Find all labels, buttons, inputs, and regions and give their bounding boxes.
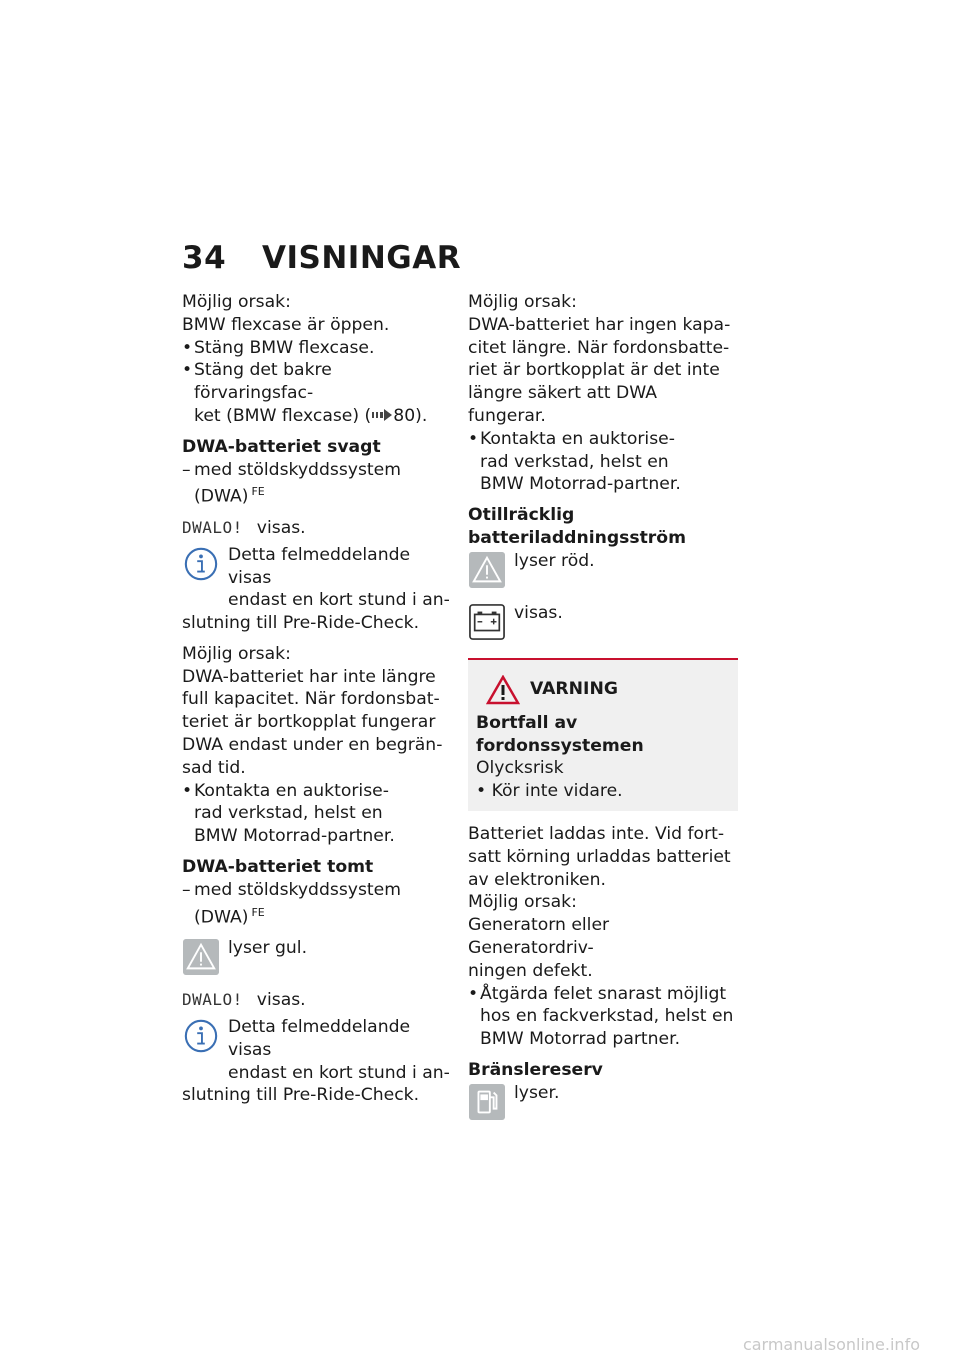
condition-line — [182, 481, 452, 509]
info-icon — [182, 1018, 220, 1054]
info-text: Detta felmeddelande visas — [228, 1016, 411, 1060]
cause-text: sad tid. — [182, 757, 246, 778]
indicator-row — [468, 550, 738, 594]
warning-risk: Olycksrisk — [476, 758, 564, 779]
page-title: VISNINGAR — [262, 240, 462, 276]
cause-text: citet längre. När fordonsbatte- — [468, 337, 730, 358]
list-item: • Kontakta en auktorise- — [182, 780, 452, 803]
list-item-cont: hos en fackverkstad, helst en — [480, 1006, 734, 1027]
list-item — [182, 359, 452, 405]
cause-text: DWA-batteriet har inte längre — [182, 666, 436, 687]
condition-text: (DWA) — [194, 487, 249, 508]
cause-label: Möjlig orsak: — [468, 892, 577, 913]
body-text: Batteriet laddas inte. Vid fort- — [468, 823, 725, 844]
warning-triangle-icon — [468, 552, 506, 588]
list-item-cont: rad verkstad, helst en — [480, 451, 669, 472]
display-message-line — [182, 517, 452, 540]
info-text: slutning till Pre-Ride-Check. — [182, 1085, 420, 1106]
condition-line — [182, 902, 452, 930]
info-text: endast en kort stund i an- — [228, 590, 450, 611]
info-icon — [182, 546, 220, 582]
warning-box — [468, 658, 738, 811]
indicator-row — [468, 1082, 738, 1126]
indicator-text: visas. — [514, 602, 563, 623]
section-heading: DWA-batteriet tomt — [182, 857, 374, 878]
warning-heading: Bortfall av fordonssystemen — [476, 712, 644, 756]
list-item-cont — [182, 405, 452, 428]
page-number: 34 — [182, 240, 227, 276]
fe-superscript: FE — [251, 485, 265, 499]
section-heading: Bränslereserv — [468, 1059, 603, 1080]
warning-action: • Kör inte vidare. — [476, 781, 623, 802]
list-item: • Stäng BMW flexcase. — [182, 337, 452, 360]
indicator-row — [468, 602, 738, 646]
list-item: • Åtgärda felet snarast möjligt — [468, 983, 738, 1006]
cause-text: Generatorn eller Generatordriv- — [468, 915, 610, 958]
body-text: satt körning urladdas batteriet — [468, 846, 731, 867]
info-text: Detta felmeddelande visas — [228, 544, 411, 588]
page-reference[interactable]: 80). — [393, 405, 428, 426]
indicator-text: lyser röd. — [514, 550, 595, 571]
body-text: av elektroniken. — [468, 869, 606, 890]
list-item: • Kontakta en auktorise- — [468, 428, 738, 451]
list-item-cont: BMW Motorrad-partner. — [480, 474, 681, 495]
cause-text: DWA-batteriet har ingen kapa- — [468, 314, 731, 335]
section-heading: DWA-batteriet svagt — [182, 436, 381, 457]
cause-label: Möjlig orsak: — [182, 292, 291, 312]
info-note — [182, 544, 452, 612]
cause-text: teriet är bortkopplat fungerar — [182, 712, 436, 733]
fe-superscript: FE — [251, 905, 265, 919]
list-item-cont: BMW Motorrad partner. — [480, 1029, 681, 1050]
fuel-pump-icon — [468, 1084, 506, 1120]
display-code: DWALO! — [182, 517, 243, 537]
list-item-text: ket (BMW flexcase) ( — [194, 405, 372, 426]
display-message-line — [182, 989, 452, 1012]
battery-icon — [468, 604, 506, 640]
condition-line: – med stöldskyddssystem — [182, 879, 452, 902]
page-header — [182, 240, 461, 276]
watermark: carmanualsonline.info — [742, 1335, 920, 1354]
condition-text: (DWA) — [194, 907, 249, 928]
cause-text: riet är bortkopplat är det inte — [468, 360, 720, 381]
cause-text: ningen defekt. — [468, 960, 593, 981]
cause-text: DWA endast under en begrän- — [182, 735, 443, 756]
warning-triangle-icon — [182, 939, 220, 975]
section-heading: batteriladdningsström — [468, 527, 686, 548]
indicator-text: lyser gul. — [228, 938, 308, 959]
cause-text: längre säkert att DWA fungerar. — [468, 383, 658, 426]
right-column — [468, 291, 738, 1126]
section-heading: Otillräcklig — [468, 505, 575, 526]
condition-line: – med stöldskyddssystem — [182, 459, 452, 482]
list-item-cont: BMW Motorrad-partner. — [194, 826, 395, 847]
list-item-cont: rad verkstad, helst en — [194, 803, 383, 824]
warning-title: VARNING — [530, 679, 618, 700]
cause-label: Möjlig orsak: — [468, 292, 577, 312]
info-text: endast en kort stund i an- — [228, 1062, 450, 1083]
display-text: visas. — [256, 990, 306, 1011]
display-text: visas. — [256, 517, 306, 538]
warning-exclamation-icon — [486, 675, 520, 705]
display-code: DWALO! — [182, 990, 243, 1010]
cause-text: full kapacitet. När fordonsbat- — [182, 689, 440, 710]
info-text: slutning till Pre-Ride-Check. — [182, 613, 420, 634]
indicator-text: lyser. — [514, 1082, 560, 1103]
indicator-row — [182, 937, 452, 981]
left-column — [182, 291, 452, 1107]
list-item-text: Stäng det bakre förvaringsfac- — [194, 360, 332, 404]
warning-header — [476, 668, 730, 712]
cause-text: BMW flexcase är öppen. — [182, 314, 390, 335]
page-reference-arrow-icon[interactable] — [371, 408, 393, 422]
cause-label: Möjlig orsak: — [182, 643, 291, 664]
info-note — [182, 1016, 452, 1084]
